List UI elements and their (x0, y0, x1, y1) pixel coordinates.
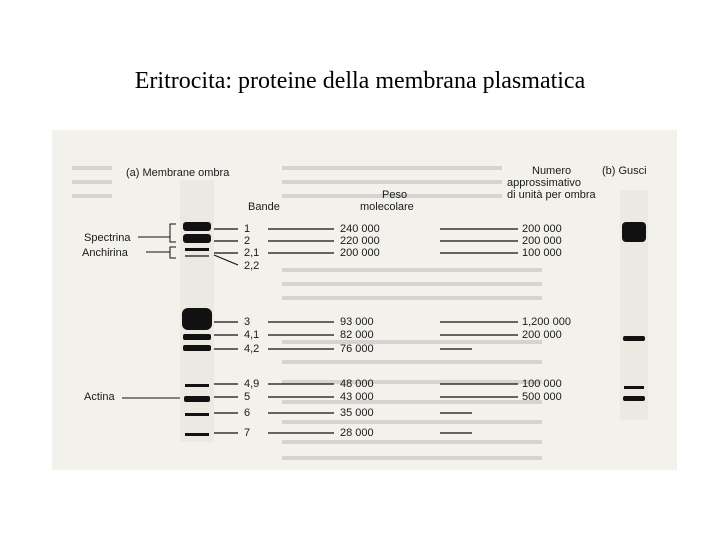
gel-band-2-1 (185, 248, 209, 251)
band-mw: 220 000 (340, 235, 380, 247)
band-units: 500 000 (522, 391, 562, 403)
band-mw: 35 000 (340, 407, 374, 419)
col-header-numero-3: di unità per ombra (507, 189, 596, 201)
label-actina: Actina (84, 391, 115, 403)
anchirina-bracket (170, 247, 176, 258)
band-mw: 28 000 (340, 427, 374, 439)
band-units: 200 000 (522, 329, 562, 341)
gel-band-5 (184, 396, 210, 402)
gel-band-4-2 (183, 345, 211, 351)
gel-band-2 (183, 234, 211, 243)
band-rows-text (244, 223, 571, 439)
band-number: 6 (244, 407, 251, 419)
gusci-band-spectrin (622, 222, 646, 242)
gel-band-3 (182, 308, 212, 330)
band-number: 7 (244, 427, 251, 439)
gel-band-4-1 (183, 334, 211, 340)
gel-band-1 (183, 222, 211, 231)
spectrina-bracket (170, 224, 176, 242)
col-header-bande: Bande (248, 201, 280, 213)
band-units: 100 000 (522, 247, 562, 259)
gel-band-7 (185, 433, 209, 436)
col-header-peso-1: Peso (382, 189, 408, 201)
band-number: 3 (244, 316, 251, 328)
gel-band-2-2 (185, 255, 209, 257)
band-mw: 93 000 (340, 316, 374, 328)
band-mw: 43 000 (340, 391, 374, 403)
col-header-numero-1: Numero (532, 165, 572, 177)
band-mw: 76 000 (340, 343, 374, 355)
band-mw: 240 000 (340, 223, 380, 235)
band-mw: 200 000 (340, 247, 380, 259)
band-number: 2,1 (244, 247, 260, 259)
band-tick (214, 255, 238, 265)
band-number: 4,1 (244, 329, 260, 341)
gel-band-6 (185, 413, 209, 416)
gusci-band-4-1 (623, 336, 645, 341)
panel-a-label: (a) Membrane ombra (126, 167, 230, 179)
band-number: 2,2 (244, 260, 260, 272)
band-number: 4,9 (244, 378, 260, 390)
gusci-band-5 (623, 396, 645, 401)
band-number: 5 (244, 391, 251, 403)
col-header-peso-2: molecolare (360, 201, 414, 213)
col-header-numero-2: approssimativo (507, 177, 581, 189)
label-anchirina: Anchirina (82, 247, 128, 259)
band-mw: 48 000 (340, 378, 374, 390)
band-number: 1 (244, 223, 251, 235)
band-number: 2 (244, 235, 251, 247)
band-units: 200 000 (522, 223, 562, 235)
band-units: 200 000 (522, 235, 562, 247)
sds-page-figure (52, 130, 677, 470)
panel-b-label: (b) Gusci (602, 165, 647, 177)
gel-band-4-9 (185, 384, 209, 387)
slide-title: Eritrocita: proteine della membrana plasmatica (134, 68, 586, 94)
band-mw: 82 000 (340, 329, 374, 341)
band-units: 100 000 (522, 378, 562, 390)
band-units: 1,200 000 (522, 316, 571, 328)
band-number: 4,2 (244, 343, 260, 355)
gusci-band-4-9 (624, 386, 644, 389)
label-spectrina: Spectrina (84, 232, 131, 244)
